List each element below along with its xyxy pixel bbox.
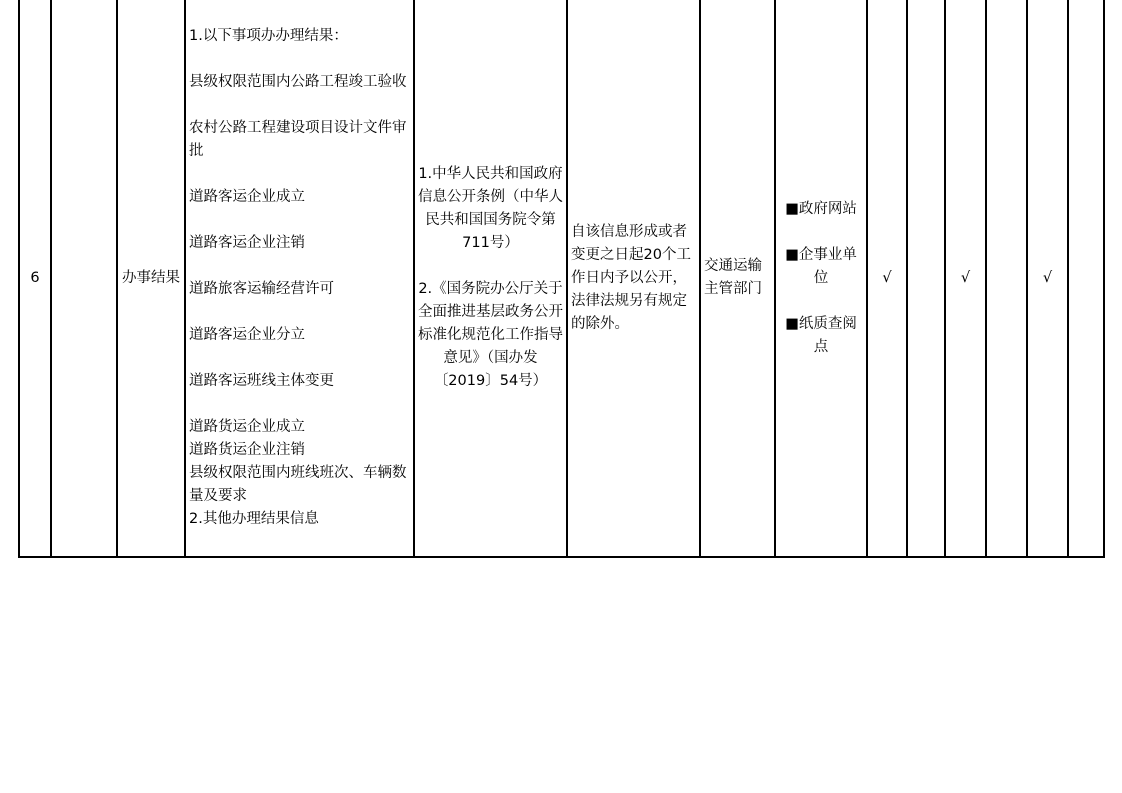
channel-item: ■政府网站 <box>785 200 857 217</box>
department-text: 交通运输主管部门 <box>704 258 762 297</box>
channel-item: ■纸质查阅点 <box>785 315 857 355</box>
result-item: 道路货运企业成立 <box>189 419 305 435</box>
items-cell <box>185 0 414 557</box>
disclosure-table <box>18 0 1105 558</box>
result-item: 县级权限范围内班线班次、车辆数量及要求 <box>189 465 407 504</box>
items-list <box>189 25 410 531</box>
result-item: 道路客运班线主体变更 <box>189 373 334 389</box>
category-cell <box>117 0 185 557</box>
check-cell <box>867 0 907 557</box>
result-item: 2.其他办理结果信息 <box>189 511 319 527</box>
result-item: 道路客运企业注销 <box>189 235 305 251</box>
check-cell <box>945 0 986 557</box>
category-text: 办事结果 <box>122 269 180 286</box>
check-cell <box>1068 0 1104 557</box>
result-item: 道路客运企业分立 <box>189 327 305 343</box>
result-item: 县级权限范围内公路工程竣工验收 <box>189 74 407 90</box>
check-cell <box>1027 0 1068 557</box>
result-item: 1.以下事项办办理结果： <box>189 28 348 44</box>
time-limit-cell <box>567 0 700 557</box>
result-item: 农村公路工程建设项目设计文件审批 <box>189 120 407 159</box>
check-mark: √ <box>1042 269 1053 286</box>
time-limit-text: 自该信息形成或者变更之日起20个工作日内予以公开，法律法规另有规定的除外。 <box>571 223 691 332</box>
result-item: 道路货运企业注销 <box>189 442 305 458</box>
check-cell <box>986 0 1027 557</box>
check-mark: √ <box>882 269 892 286</box>
channel-item: ■企事业单位 <box>785 246 857 286</box>
check-mark: √ <box>960 269 971 286</box>
channels-cell <box>775 0 867 557</box>
check-cell <box>907 0 945 557</box>
empty-cell <box>51 0 117 557</box>
row-number-cell <box>19 0 51 557</box>
row-number: 6 <box>30 269 40 286</box>
basis-text-2: 2.《国务院办公厅关于全面推进基层政务公开标准化规范化工作指导意见》（国办发〔2019〕54号） <box>418 281 563 389</box>
result-item: 道路旅客运输经营许可 <box>189 281 334 297</box>
result-item: 道路客运企业成立 <box>189 189 305 205</box>
basis-text-1: 1.中华人民共和国政府信息公开条例（中华人民共和国国务院令第711号） <box>418 166 563 251</box>
department-cell <box>700 0 775 557</box>
basis-cell <box>414 0 567 557</box>
table-row <box>19 0 1104 557</box>
